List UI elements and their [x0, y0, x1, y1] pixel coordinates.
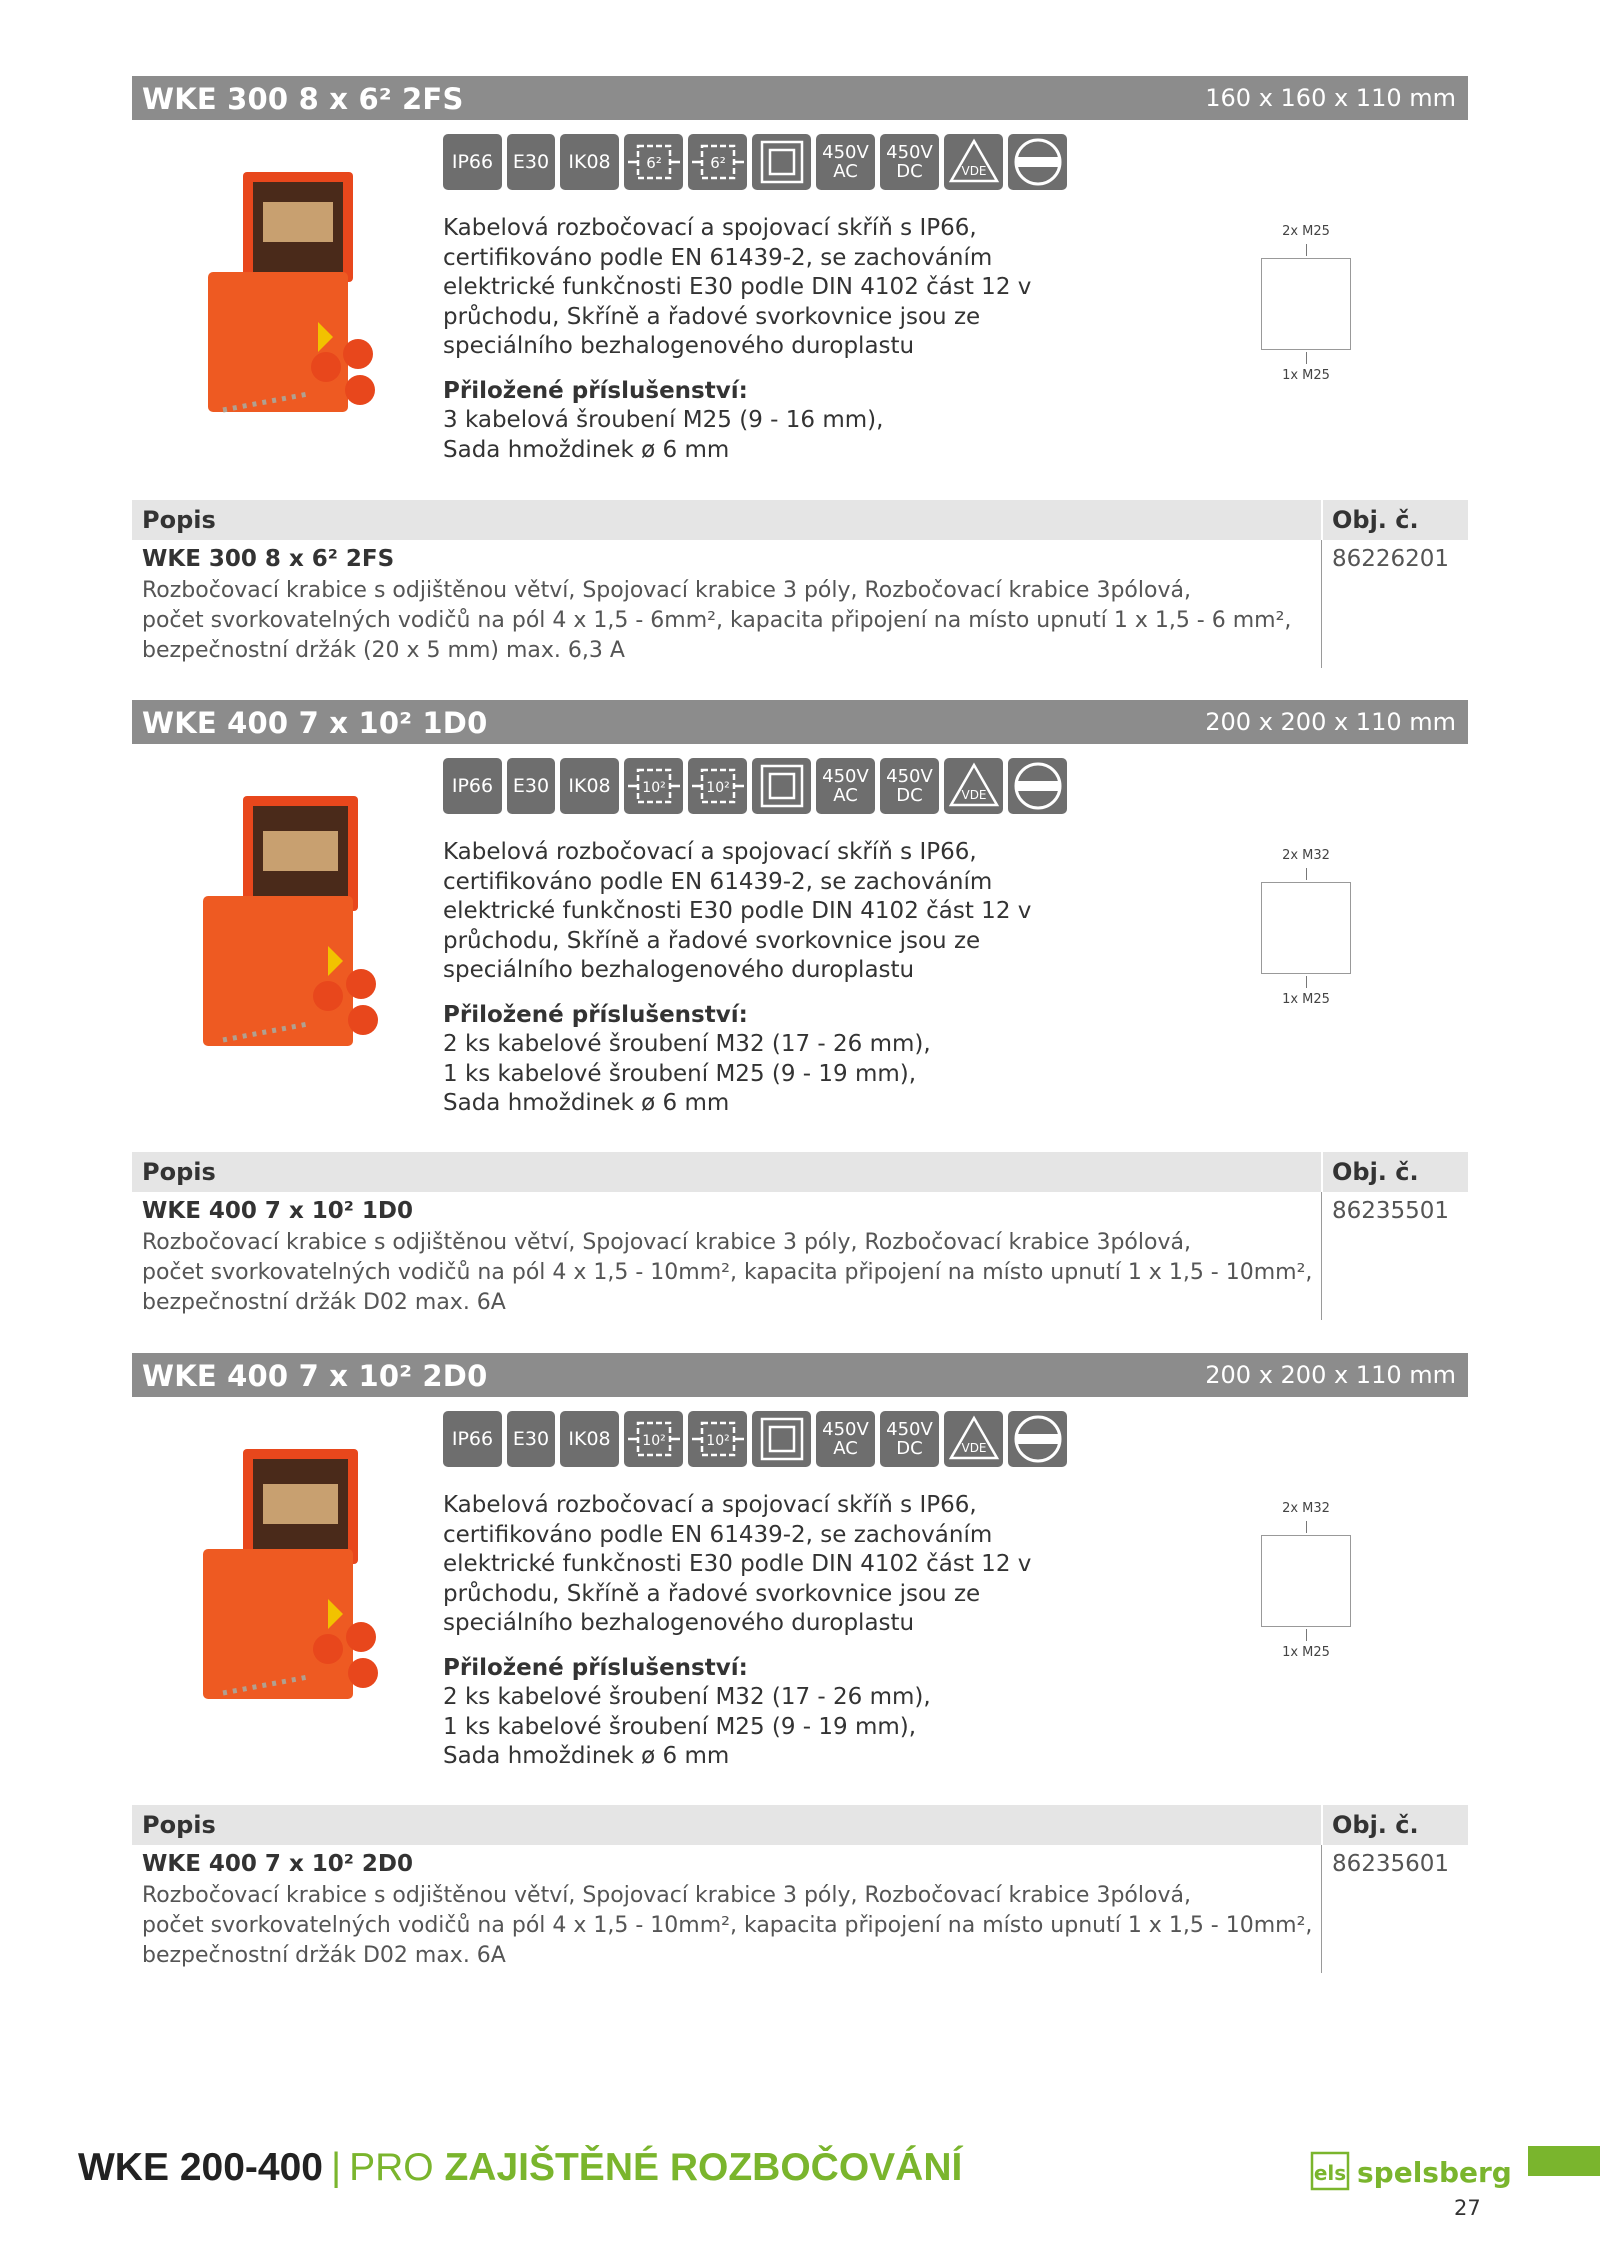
footer-topic: ZAJIŠTĚNÉ ROZBOČOVÁNÍ — [444, 2146, 963, 2189]
diagram-bottom-label: 1x M25 — [1282, 368, 1330, 383]
accessory-line: Sada hmoždinek ø 6 mm — [443, 436, 730, 463]
fire-rating-badge: E30 — [507, 758, 555, 814]
voltage-value: 450V — [886, 142, 933, 163]
column-description: Popis — [142, 1158, 216, 1186]
row-product-name: WKE 400 7 x 10² 2D0 — [142, 1851, 413, 1877]
voltage-value: 450V — [822, 1419, 869, 1440]
description-line: Kabelová rozbočovací a spojovací skříň s IP66, — [443, 839, 977, 865]
terminal-label: 10² — [705, 1433, 730, 1449]
voltage-type: AC — [833, 161, 858, 182]
voltage-ac-badge — [816, 134, 875, 190]
entry-diagram — [1231, 840, 1351, 1020]
product-image — [188, 1449, 388, 1703]
terminal-icon — [688, 758, 747, 814]
column-divider — [1321, 1845, 1322, 1973]
description-line: speciálního bezhalogenového duroplastu — [443, 333, 915, 359]
column-divider — [1321, 1152, 1323, 1192]
description-line: elektrické funkčnosti E30 podle DIN 4102 část 12 v — [443, 1551, 1032, 1577]
diagram-top-label: 2x M32 — [1282, 1501, 1330, 1516]
terminal-label: 10² — [641, 1433, 666, 1449]
voltage-dc-badge — [880, 758, 939, 814]
product-description — [443, 838, 1063, 1119]
diagram-tick — [1306, 1521, 1307, 1533]
voltage-ac-badge — [816, 1411, 875, 1467]
feature-badges — [443, 758, 1067, 816]
description-line: průchodu, Skříně a řadové svorkovnice jsou ze — [443, 1580, 981, 1607]
column-order-number: Obj. č. — [1332, 1158, 1419, 1186]
row-order-number: 86235601 — [1332, 1851, 1450, 1877]
vde-icon — [944, 1411, 1003, 1467]
description-line: certifikováno podle EN 61439-2, se zachováním — [443, 868, 993, 895]
box-icon — [752, 134, 811, 190]
svg-text:VDE: VDE — [960, 788, 987, 802]
feature-badges — [443, 1411, 1067, 1469]
row-description-line: počet svorkovatelných vodičů na pól 4 x 1,5 - 6mm², kapacita připojení na místo upnutí 1 x 1,5 - 6 mm², — [142, 608, 1292, 633]
description-line: průchodu, Skříně a řadové svorkovnice jsou ze — [443, 927, 981, 954]
entry-diagram — [1231, 1493, 1351, 1673]
row-description — [142, 1228, 1312, 1318]
diagram-tick — [1306, 244, 1307, 256]
row-description-line: Rozbočovací krabice s odjištěnou větví, Spojovací krabice 3 póly, Rozbočovací krabice 3pólová, — [142, 578, 1191, 603]
description-line: certifikováno podle EN 61439-2, se zachováním — [443, 244, 993, 271]
product-dimensions: 160 x 160 x 110 mm — [1205, 84, 1456, 112]
terminal-icon — [624, 134, 683, 190]
box-icon — [752, 758, 811, 814]
ip-rating-badge: IP66 — [443, 134, 502, 190]
logo-brand: spelsberg — [1357, 2156, 1512, 2189]
voltage-ac-badge — [816, 758, 875, 814]
terminal-label: 6² — [709, 154, 726, 172]
logo-els: els — [1313, 2161, 1347, 2185]
page-footer-title — [78, 2146, 962, 2190]
accessory-line: Sada hmoždinek ø 6 mm — [443, 1090, 730, 1116]
table-header — [132, 500, 1468, 540]
terminal-icon — [688, 134, 747, 190]
description-line: Kabelová rozbočovací a spojovací skříň s IP66, — [443, 215, 977, 241]
diagram-box — [1261, 258, 1351, 350]
table-header — [132, 1805, 1468, 1845]
row-order-number: 86226201 — [1332, 546, 1450, 572]
description-line: certifikováno podle EN 61439-2, se zachováním — [443, 1521, 993, 1548]
halogen-free-icon — [1008, 1411, 1067, 1467]
page-number: 27 — [1454, 2196, 1481, 2220]
voltage-dc-badge — [880, 134, 939, 190]
diagram-bottom-label: 1x M25 — [1282, 992, 1330, 1007]
footer-series: WKE 200-400 — [78, 2146, 323, 2189]
diagram-top-label: 2x M25 — [1282, 224, 1330, 239]
voltage-type: DC — [896, 161, 923, 182]
diagram-tick — [1306, 1629, 1307, 1641]
diagram-bottom-label: 1x M25 — [1282, 1645, 1330, 1660]
terminal-label: 10² — [641, 780, 666, 796]
diagram-tick — [1306, 868, 1307, 880]
row-description-line: Rozbočovací krabice s odjištěnou větví, Spojovací krabice 3 póly, Rozbočovací krabice 3pólová, — [142, 1230, 1191, 1255]
terminal-icon — [624, 1411, 683, 1467]
row-description-line: bezpečnostní držák (20 x 5 mm) max. 6,3 A — [142, 638, 625, 663]
diagram-box — [1261, 1535, 1351, 1627]
fire-rating-badge: E30 — [507, 1411, 555, 1467]
product-header — [132, 700, 1468, 744]
product-title: WKE 400 7 x 10² 2D0 — [142, 1359, 488, 1393]
row-description-line: počet svorkovatelných vodičů na pól 4 x 1,5 - 10mm², kapacita připojení na místo upnutí 1 x 1,5 - 10mm², — [142, 1913, 1313, 1938]
ip-rating-badge: IP66 — [443, 758, 502, 814]
description-line: speciálního bezhalogenového duroplastu — [443, 957, 915, 983]
accessory-line: Sada hmoždinek ø 6 mm — [443, 1743, 730, 1769]
accessories-title: Přiložené příslušenství: — [443, 377, 748, 404]
voltage-type: AC — [833, 785, 858, 806]
halogen-free-icon — [1008, 134, 1067, 190]
svg-text:VDE: VDE — [960, 164, 987, 178]
description-line: elektrické funkčnosti E30 podle DIN 4102 část 12 v — [443, 898, 1032, 924]
diagram-tick — [1306, 352, 1307, 364]
halogen-free-icon — [1008, 758, 1067, 814]
accessories-title: Přiložené příslušenství: — [443, 1654, 748, 1681]
row-order-number: 86235501 — [1332, 1198, 1450, 1224]
terminal-label: 10² — [705, 780, 730, 796]
ip-rating-badge: IP66 — [443, 1411, 502, 1467]
accessory-line: 1 ks kabelové šroubení M25 (9 - 19 mm), — [443, 1713, 917, 1740]
feature-badges — [443, 134, 1067, 192]
accessory-line: 2 ks kabelové šroubení M32 (17 - 26 mm), — [443, 1684, 931, 1710]
row-description — [142, 576, 1312, 666]
box-icon — [752, 1411, 811, 1467]
impact-rating-badge: IK08 — [560, 758, 619, 814]
product-dimensions: 200 x 200 x 110 mm — [1205, 1361, 1456, 1389]
column-description: Popis — [142, 1811, 216, 1839]
column-divider — [1321, 540, 1322, 668]
column-order-number: Obj. č. — [1332, 1811, 1419, 1839]
voltage-type: DC — [896, 1438, 923, 1459]
svg-text:VDE: VDE — [960, 1441, 987, 1455]
description-line: speciálního bezhalogenového duroplastu — [443, 1610, 915, 1636]
column-order-number: Obj. č. — [1332, 506, 1419, 534]
vde-icon — [944, 134, 1003, 190]
product-image — [188, 172, 388, 426]
voltage-dc-badge — [880, 1411, 939, 1467]
row-description-line: počet svorkovatelných vodičů na pól 4 x 1,5 - 10mm², kapacita připojení na místo upnutí 1 x 1,5 - 10mm², — [142, 1260, 1313, 1285]
accessories-title: Přiložené příslušenství: — [443, 1001, 748, 1028]
product-title: WKE 400 7 x 10² 1D0 — [142, 706, 488, 740]
accessory-line: 1 ks kabelové šroubení M25 (9 - 19 mm), — [443, 1060, 917, 1087]
spelsberg-logo — [1311, 2150, 1512, 2198]
impact-rating-badge: IK08 — [560, 134, 619, 190]
column-divider — [1321, 1805, 1323, 1845]
row-description-line: bezpečnostní držák D02 max. 6A — [142, 1290, 506, 1315]
diagram-tick — [1306, 976, 1307, 988]
row-description-line: Rozbočovací krabice s odjištěnou větví, Spojovací krabice 3 póly, Rozbočovací krabice 3pólová, — [142, 1883, 1191, 1908]
vde-icon — [944, 758, 1003, 814]
row-description-line: bezpečnostní držák D02 max. 6A — [142, 1943, 506, 1968]
voltage-value: 450V — [886, 766, 933, 787]
product-title: WKE 300 8 x 6² 2FS — [142, 82, 464, 116]
column-divider — [1321, 500, 1323, 540]
table-header — [132, 1152, 1468, 1192]
voltage-value: 450V — [822, 766, 869, 787]
entry-diagram — [1231, 216, 1351, 396]
product-image — [188, 796, 388, 1050]
terminal-label: 6² — [645, 154, 662, 172]
terminal-icon — [624, 758, 683, 814]
product-header — [132, 76, 1468, 120]
footer-pro: PRO — [349, 2146, 434, 2189]
accent-bar — [1528, 2146, 1600, 2176]
row-description — [142, 1881, 1312, 1971]
product-description — [443, 1491, 1063, 1772]
diagram-box — [1261, 882, 1351, 974]
table-row — [132, 540, 1468, 668]
terminal-icon — [688, 1411, 747, 1467]
accessory-line: 2 ks kabelové šroubení M32 (17 - 26 mm), — [443, 1031, 931, 1057]
voltage-type: DC — [896, 785, 923, 806]
row-product-name: WKE 300 8 x 6² 2FS — [142, 546, 395, 572]
product-dimensions: 200 x 200 x 110 mm — [1205, 708, 1456, 736]
table-row — [132, 1845, 1468, 1973]
description-line: průchodu, Skříně a řadové svorkovnice jsou ze — [443, 303, 981, 330]
voltage-value: 450V — [886, 1419, 933, 1440]
voltage-type: AC — [833, 1438, 858, 1459]
footer-separator: | — [330, 2146, 342, 2189]
column-divider — [1321, 1192, 1322, 1320]
row-product-name: WKE 400 7 x 10² 1D0 — [142, 1198, 413, 1224]
product-header — [132, 1353, 1468, 1397]
product-description — [443, 214, 1063, 465]
description-line: elektrické funkčnosti E30 podle DIN 4102 část 12 v — [443, 274, 1032, 300]
column-description: Popis — [142, 506, 216, 534]
diagram-top-label: 2x M32 — [1282, 848, 1330, 863]
impact-rating-badge: IK08 — [560, 1411, 619, 1467]
table-row — [132, 1192, 1468, 1320]
description-line: Kabelová rozbočovací a spojovací skříň s IP66, — [443, 1492, 977, 1518]
accessory-line: 3 kabelová šroubení M25 (9 - 16 mm), — [443, 407, 884, 433]
fire-rating-badge: E30 — [507, 134, 555, 190]
voltage-value: 450V — [822, 142, 869, 163]
